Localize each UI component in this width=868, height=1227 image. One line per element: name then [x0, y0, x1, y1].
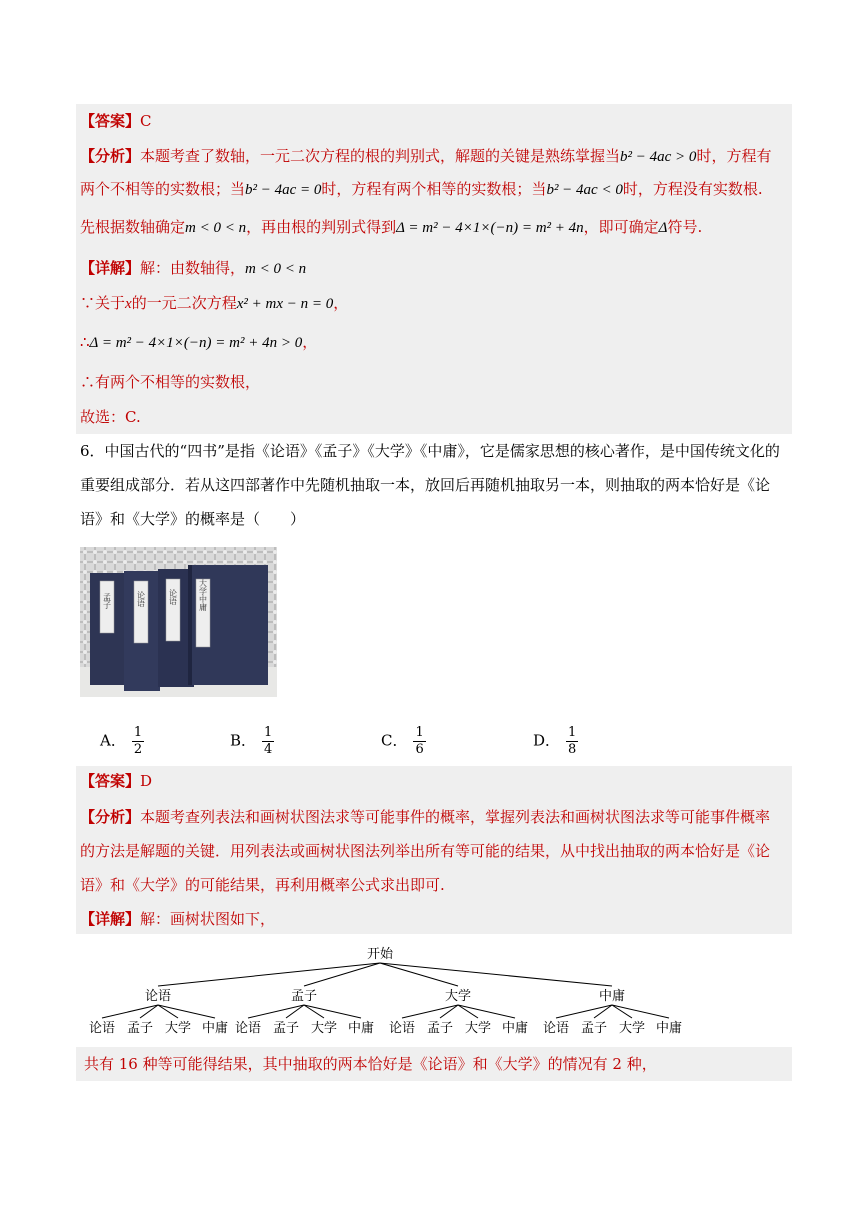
option-label: D．	[533, 731, 561, 750]
discriminant-negative: b² − 4ac < 0	[546, 182, 623, 198]
detail-text: ，	[302, 333, 318, 351]
tree-branch-level1	[158, 963, 380, 986]
tree-node-level1: 大学	[444, 989, 472, 1004]
tree-branch-level2	[612, 1005, 669, 1018]
inequality-m-n: m < 0 < n	[185, 220, 247, 236]
analysis-text: 本题考查列表法和画树状图法求等可能事件的概率，掌握列表法和画树状图法求等可能事件概率	[140, 808, 771, 826]
tree-node-level2: 大学	[164, 1021, 192, 1036]
detail-line-1	[80, 257, 306, 280]
answer-line-1	[80, 110, 152, 132]
tree-node-level2: 孟子	[126, 1021, 154, 1036]
answer2-detail-line	[80, 908, 275, 930]
analysis-text: 时，方程没有实数根.	[622, 180, 763, 198]
detail-text: ∵关于	[80, 294, 126, 312]
numerator: 1	[264, 725, 273, 740]
answer2-analysis-line-1	[80, 806, 770, 828]
analysis-text: 本题考查了数轴，一元二次方程的根的判别式，解题的关键是熟练掌握当	[140, 147, 621, 165]
question-6-line-1: 6．中国古代的“四书”是指《论语》《孟子》《大学》《中庸》，它是儒家思想的核心著作，是中国传统文化的	[80, 442, 780, 460]
denominator: 2	[133, 742, 143, 757]
analysis-text: 先根据数轴确定	[80, 218, 186, 236]
answer-tag: 【答案】	[80, 772, 141, 790]
detail-discriminant: Δ = m² − 4×1×(−n) = m² + 4n > 0	[89, 335, 303, 351]
option-fraction	[566, 725, 578, 758]
answer2-line-1	[80, 770, 152, 792]
tree-node-level1: 论语	[144, 989, 172, 1004]
book-title-1: 孟子	[102, 593, 112, 609]
detail-tag: 【详解】	[80, 259, 141, 277]
denominator: 6	[415, 742, 424, 757]
analysis-text: ，即可确定	[583, 218, 659, 236]
tree-branch-level2	[458, 1005, 515, 1018]
book-title-4: 大学中庸	[198, 579, 208, 611]
detail-line-4: ∴有两个不相等的实数根，	[80, 373, 261, 391]
analysis-line-1	[80, 145, 771, 168]
option-fraction	[413, 725, 425, 758]
tree-branch-level2	[304, 1005, 361, 1018]
question-6-line-3: 语》和《大学》的概率是（ ）	[80, 510, 306, 528]
tree-node-level2: 论语	[234, 1021, 262, 1036]
analysis-text: 时，方程有两个相等的实数根；当	[321, 180, 547, 198]
answer2-analysis-line-3: 语》和《大学》的可能结果，再利用概率公式求出即可.	[80, 876, 445, 894]
conclusion-line: 共有 16 种等可能得结果，其中抽取的两本恰好是《论语》和《大学》的情况有 2 种，	[84, 1055, 657, 1073]
analysis-line-2	[80, 178, 763, 201]
question-6-line-2: 重要组成部分．若从这四部著作中先随机抽取一本，放回后再随机抽取另一本，则抽取的两本恰好是《论	[80, 476, 771, 494]
analysis-text: 时，方程有	[696, 147, 772, 165]
delta-symbol: Δ	[658, 220, 668, 236]
discriminant-expression: Δ = m² − 4×1×(−n) = m² + 4n	[396, 220, 584, 236]
answer-value: C	[140, 112, 152, 130]
numerator: 1	[133, 725, 143, 740]
tree-node-level2: 大学	[618, 1021, 646, 1036]
tree-node-level2: 大学	[464, 1021, 492, 1036]
four-books-photo	[80, 547, 277, 704]
option-label: C．	[381, 731, 408, 750]
numerator: 1	[415, 725, 424, 740]
tree-node-level2: 论语	[388, 1021, 416, 1036]
tree-node-level2: 中庸	[655, 1021, 683, 1036]
option-d[interactable]	[533, 725, 578, 758]
variable-x: x	[125, 296, 132, 312]
analysis-line-3	[80, 216, 702, 239]
tree-branches	[102, 963, 669, 1018]
option-a[interactable]	[100, 725, 144, 758]
option-fraction	[132, 725, 144, 758]
tree-node-level2: 孟子	[580, 1021, 608, 1036]
four-books-illustration	[80, 547, 277, 704]
detail-text: 解：由数轴得，	[140, 259, 246, 277]
denominator: 8	[568, 742, 577, 757]
option-b[interactable]	[230, 725, 274, 758]
numerator: 1	[568, 725, 577, 740]
option-label: A．	[100, 731, 126, 750]
analysis-tag: 【分析】	[80, 808, 141, 826]
tree-node-level2: 中庸	[201, 1021, 229, 1036]
detail-tag: 【详解】	[80, 910, 141, 928]
tree-labels	[89, 947, 682, 1036]
answer-value: D	[140, 772, 153, 790]
quadratic-equation: x² + mx − n = 0	[236, 296, 334, 312]
book-title-2: 论语	[136, 591, 146, 607]
therefore-symbol: ∴	[80, 333, 90, 351]
tree-node-level2: 中庸	[501, 1021, 529, 1036]
detail-text: ，	[333, 294, 349, 312]
denominator: 4	[264, 742, 273, 757]
detail-text: 解：画树状图如下，	[140, 910, 276, 928]
option-fraction	[262, 725, 274, 758]
tree-branch-level2	[158, 1005, 215, 1018]
analysis-text: ，再由根的判别式得到	[246, 218, 397, 236]
tree-node-level2: 论语	[542, 1021, 570, 1036]
detail-line-3	[80, 331, 317, 354]
tree-branch-level1	[380, 963, 612, 986]
tree-node-level2: 孟子	[272, 1021, 300, 1036]
tree-node-level1: 中庸	[598, 989, 626, 1004]
detail-line-5: 故选：C.	[80, 408, 141, 426]
discriminant-zero: b² − 4ac = 0	[245, 182, 322, 198]
probability-tree-diagram	[76, 938, 792, 1042]
analysis-text: 两个不相等的实数根；当	[80, 180, 246, 198]
book-title-3: 论语	[168, 589, 178, 605]
option-c[interactable]	[381, 725, 426, 758]
detail-line-2	[80, 292, 348, 315]
analysis-text: 符号.	[667, 218, 703, 236]
tree-node-level2: 孟子	[426, 1021, 454, 1036]
detail-inequality: m < 0 < n	[245, 261, 307, 277]
detail-text: 的一元二次方程	[131, 294, 237, 312]
discriminant-positive: b² − 4ac > 0	[620, 149, 697, 165]
tree-node-level2: 论语	[88, 1021, 116, 1036]
analysis-tag: 【分析】	[80, 147, 141, 165]
tree-root-label: 开始	[366, 947, 394, 962]
option-label: B．	[230, 731, 257, 750]
tree-node-level1: 孟子	[290, 989, 318, 1004]
answer-tag: 【答案】	[80, 112, 141, 130]
tree-node-level2: 中庸	[347, 1021, 375, 1036]
tree-node-level2: 大学	[310, 1021, 338, 1036]
answer2-analysis-line-2: 的方法是解题的关键．用列表法或画树状图法列举出所有等可能的结果，从中找出抽取的两本恰好是《论	[80, 842, 771, 860]
